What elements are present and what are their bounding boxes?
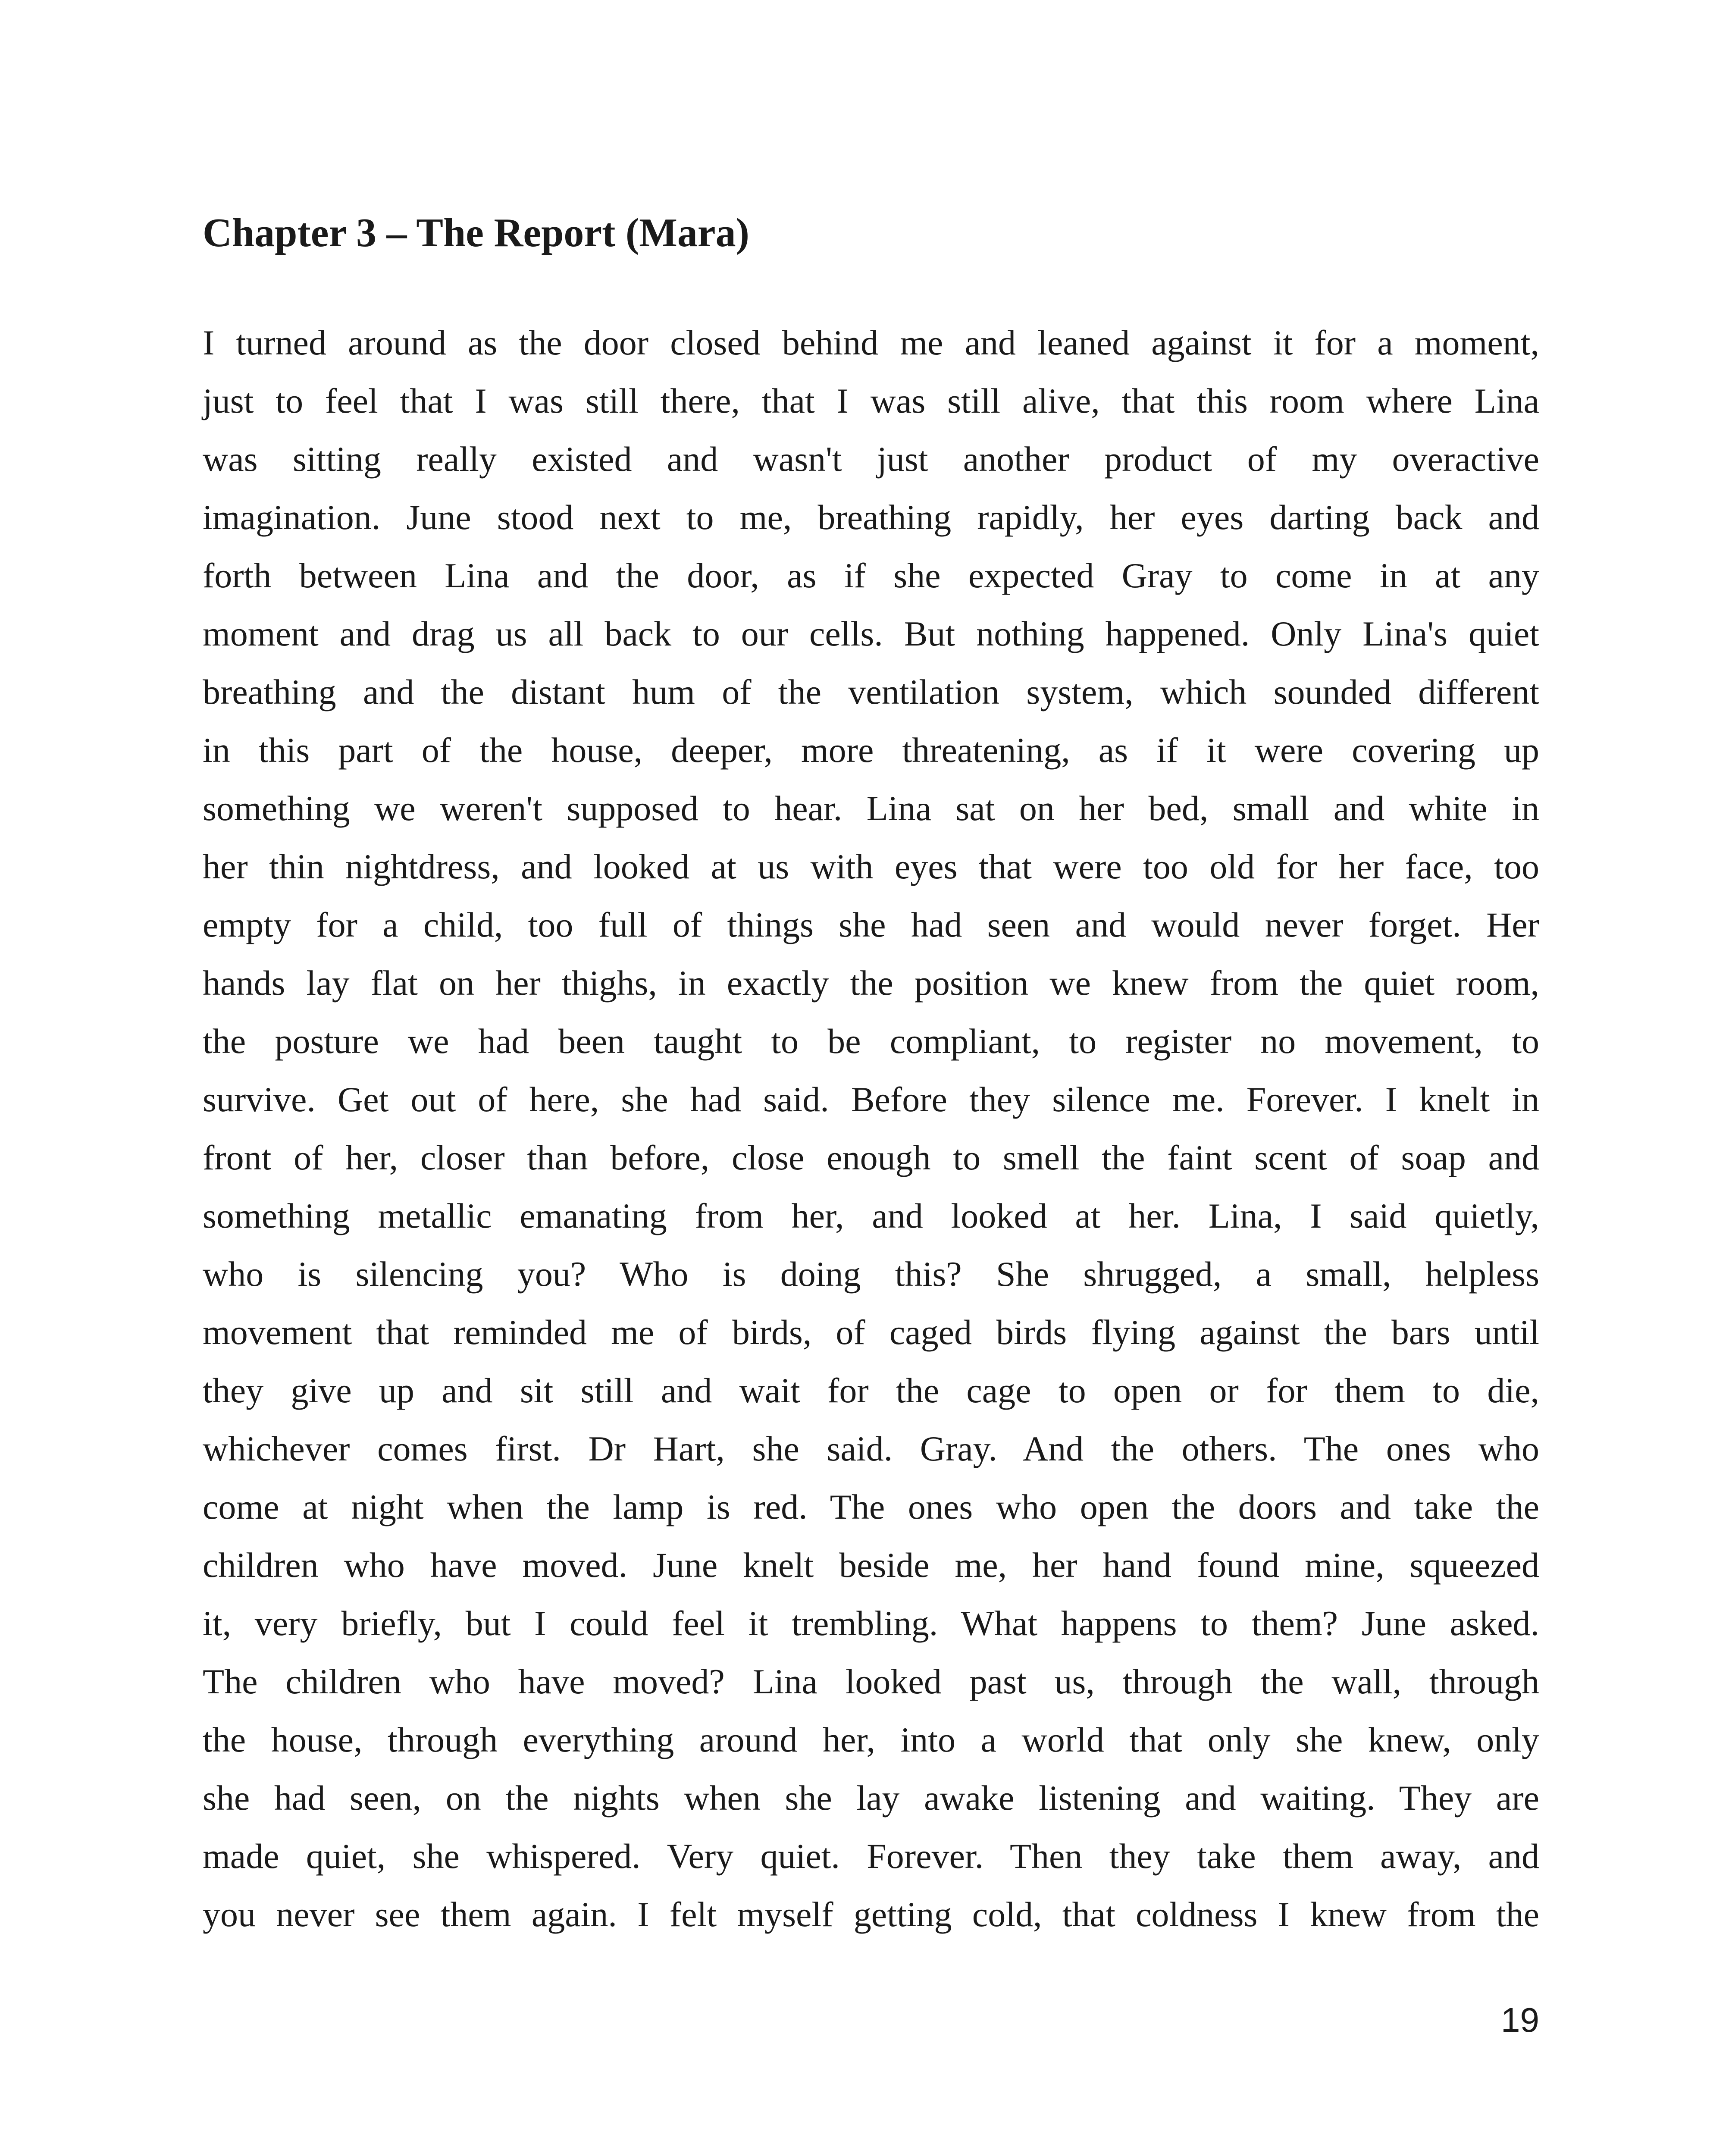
text-line: who is silencing you? Who is doing this? She shrugged, a small, helpless bbox=[203, 1254, 1539, 1294]
text-line: was sitting really existed and wasn't just another product of my overactive bbox=[203, 439, 1539, 479]
text-line: in this part of the house, deeper, more threatening, as if it were covering up bbox=[203, 730, 1539, 770]
text-line: her thin nightdress, and looked at us with eyes that were too old for her face, too bbox=[203, 847, 1539, 886]
text-line: front of her, closer than before, close enough to smell the faint scent of soap and bbox=[203, 1138, 1539, 1177]
text-line: just to feel that I was still there, that I was still alive, that this room where Lina bbox=[203, 381, 1539, 420]
text-line: breathing and the distant hum of the ventilation system, which sounded different bbox=[203, 672, 1539, 711]
text-line: imagination. June stood next to me, breathing rapidly, her eyes darting back and bbox=[203, 498, 1539, 537]
body-paragraph bbox=[203, 313, 1539, 1943]
chapter-title: Chapter 3 – The Report (Mara) bbox=[203, 210, 749, 255]
text-line: moment and drag us all back to our cells. But nothing happened. Only Lina's quiet bbox=[203, 614, 1539, 653]
text-line: she had seen, on the nights when she lay awake listening and waiting. They are bbox=[203, 1778, 1539, 1818]
text-line: movement that reminded me of birds, of caged birds flying against the bars until bbox=[203, 1313, 1539, 1352]
text-line: you never see them again. I felt myself getting cold, that coldness I knew from the bbox=[203, 1895, 1539, 1934]
text-line: the house, through everything around her, into a world that only she knew, only bbox=[203, 1720, 1539, 1759]
text-line: children who have moved. June knelt beside me, her hand found mine, squeezed bbox=[203, 1545, 1539, 1585]
text-line: The children who have moved? Lina looked past us, through the wall, through bbox=[203, 1662, 1539, 1701]
page-number: 19 bbox=[1501, 2001, 1539, 2039]
text-line: whichever comes first. Dr Hart, she said. Gray. And the others. The ones who bbox=[203, 1429, 1539, 1468]
text-line: come at night when the lamp is red. The ones who open the doors and take the bbox=[203, 1487, 1539, 1526]
text-line: something we weren't supposed to hear. Lina sat on her bed, small and white in bbox=[203, 789, 1539, 828]
text-line: I turned around as the door closed behind me and leaned against it for a moment, bbox=[203, 323, 1539, 362]
text-line: empty for a child, too full of things she had seen and would never forget. Her bbox=[203, 905, 1539, 944]
text-line: made quiet, she whispered. Very quiet. Forever. Then they take them away, and bbox=[203, 1836, 1539, 1876]
text-line: the posture we had been taught to be compliant, to register no movement, to bbox=[203, 1022, 1539, 1061]
text-line: survive. Get out of here, she had said. Before they silence me. Forever. I knelt in bbox=[203, 1080, 1539, 1119]
text-line: hands lay flat on her thighs, in exactly the position we knew from the quiet room, bbox=[203, 963, 1539, 1003]
text-line: forth between Lina and the door, as if she expected Gray to come in at any bbox=[203, 556, 1539, 595]
text-line: they give up and sit still and wait for the cage to open or for them to die, bbox=[203, 1371, 1539, 1410]
text-line: it, very briefly, but I could feel it trembling. What happens to them? June asked. bbox=[203, 1604, 1539, 1643]
text-line: something metallic emanating from her, and looked at her. Lina, I said quietly, bbox=[203, 1196, 1539, 1235]
